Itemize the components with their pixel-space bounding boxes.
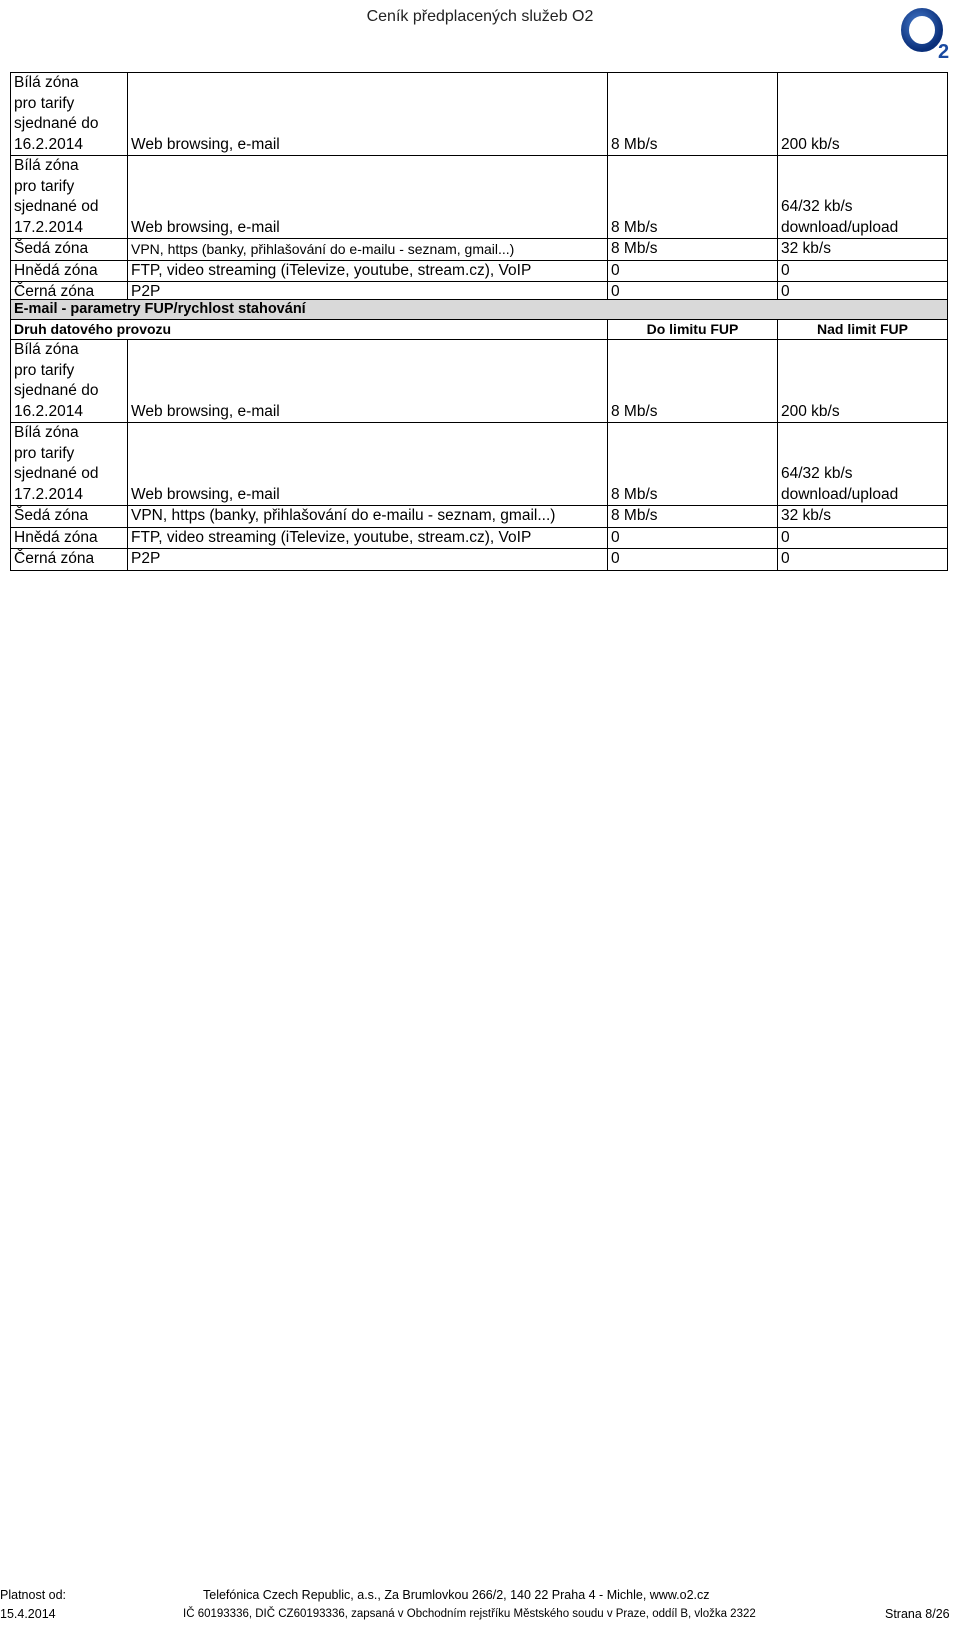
limit-cell: 8 Mb/s [608, 73, 778, 156]
column-header-row [11, 320, 948, 340]
traffic-type-cell: FTP, video streaming (iTelevize, youtube, stream.cz), VoIP [128, 260, 608, 282]
limit-cell: 0 [608, 549, 778, 571]
svg-text:2: 2 [938, 41, 950, 62]
limit-cell: 0 [608, 282, 778, 304]
table-row [11, 527, 948, 549]
zone-cell: Hnědá zóna [11, 527, 128, 549]
traffic-type-cell: Web browsing, e-mail [128, 156, 608, 239]
zone-cell: Hnědá zóna [11, 260, 128, 282]
column-header-type: Druh datového provozu [11, 320, 608, 340]
traffic-type-cell: Web browsing, e-mail [128, 340, 608, 423]
table-row [11, 506, 948, 528]
company-registry: IČ 60193336, DIČ CZ60193336, zapsaná v Obchodním rejstříku Městského soudu v Praze, oddíl B, vložka 2322 [183, 1608, 756, 1620]
table-row [11, 156, 948, 239]
table-row [11, 239, 948, 261]
column-header-limit: Do limitu FUP [608, 320, 778, 340]
limit-cell: 8 Mb/s [608, 423, 778, 506]
valid-from-label: Platnost od: [0, 1588, 67, 1602]
table-row [11, 423, 948, 506]
valid-from-date: 15.4.2014 [0, 1607, 56, 1621]
table-row [11, 73, 948, 156]
over-limit-cell: 0 [778, 260, 948, 282]
fup-table-email [10, 299, 948, 571]
zone-cell: Bílá zóna pro tarify sjednané do 16.2.2014 [11, 73, 128, 156]
zone-cell: Černá zóna [11, 549, 128, 571]
section-header [11, 300, 948, 320]
traffic-type-cell: Web browsing, e-mail [128, 73, 608, 156]
limit-cell: 8 Mb/s [608, 340, 778, 423]
over-limit-cell: 0 [778, 527, 948, 549]
limit-cell: 8 Mb/s [608, 239, 778, 261]
over-limit-cell: 0 [778, 282, 948, 304]
zone-cell: Bílá zóna pro tarify sjednané od 17.2.2014 [11, 156, 128, 239]
zone-cell: Bílá zóna pro tarify sjednané do 16.2.2014 [11, 340, 128, 423]
table-row [11, 260, 948, 282]
traffic-type-cell: VPN, https (banky, přihlašování do e-mailu - seznam, gmail...) [128, 506, 608, 528]
zone-cell: Šedá zóna [11, 239, 128, 261]
traffic-type-cell: VPN, https (banky, přihlašování do e-mailu - seznam, gmail...) [128, 239, 608, 261]
over-limit-cell: 32 kb/s [778, 506, 948, 528]
limit-cell: 8 Mb/s [608, 506, 778, 528]
over-limit-cell: 64/32 kb/s download/upload [778, 156, 948, 239]
over-limit-cell: 64/32 kb/s download/upload [778, 423, 948, 506]
over-limit-cell: 32 kb/s [778, 239, 948, 261]
limit-cell: 0 [608, 260, 778, 282]
page-footer [0, 1588, 960, 1625]
traffic-type-cell: Web browsing, e-mail [128, 423, 608, 506]
limit-cell: 0 [608, 527, 778, 549]
zone-cell: Černá zóna [11, 282, 128, 304]
company-address: Telefónica Czech Republic, a.s., Za Brumlovkou 266/2, 140 22 Praha 4 - Michle, www.o2.cz [203, 1588, 710, 1602]
fup-table-previous [10, 72, 948, 304]
column-header-over: Nad limit FUP [778, 320, 948, 340]
section-title: E-mail - parametry FUP/rychlost stahování [11, 300, 948, 320]
over-limit-cell: 0 [778, 549, 948, 571]
zone-cell: Bílá zóna pro tarify sjednané od 17.2.2014 [11, 423, 128, 506]
table-row [11, 340, 948, 423]
page-title: Ceník předplacených služeb O2 [366, 8, 594, 25]
traffic-type-cell: FTP, video streaming (iTelevize, youtube, stream.cz), VoIP [128, 527, 608, 549]
traffic-type-cell: P2P [128, 282, 608, 304]
table-row [11, 549, 948, 571]
o2-logo-icon [900, 6, 960, 62]
page-number: Strana 8/26 [885, 1607, 950, 1621]
limit-cell: 8 Mb/s [608, 156, 778, 239]
over-limit-cell: 200 kb/s [778, 340, 948, 423]
traffic-type-cell: P2P [128, 549, 608, 571]
over-limit-cell: 200 kb/s [778, 73, 948, 156]
zone-cell: Šedá zóna [11, 506, 128, 528]
